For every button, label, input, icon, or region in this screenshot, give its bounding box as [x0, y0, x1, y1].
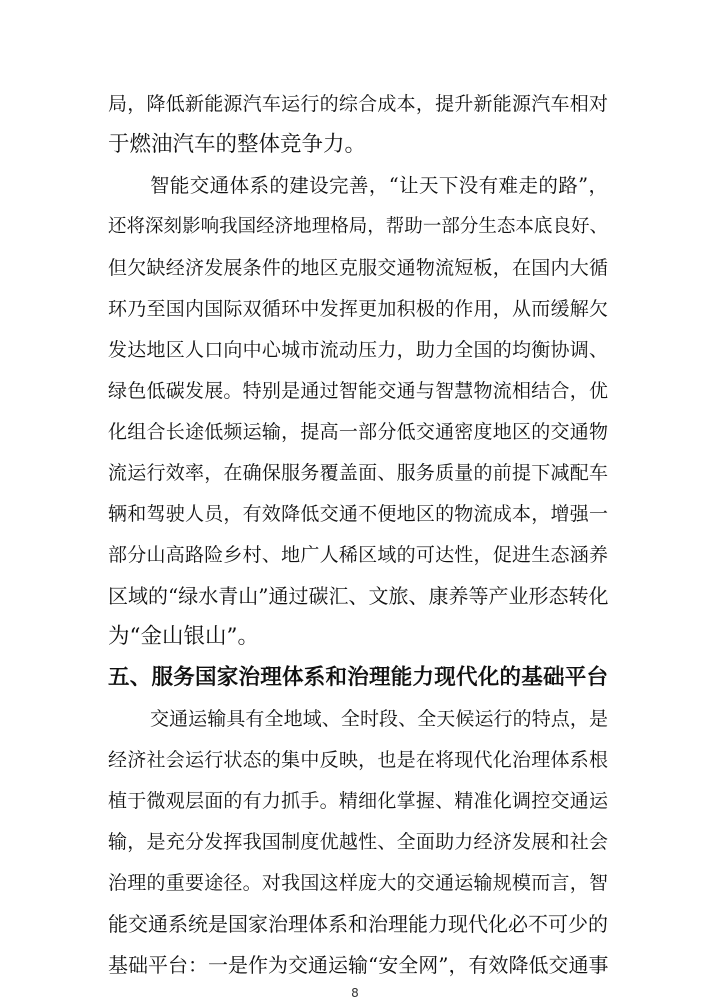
- paragraph-line: 流运行效率，在确保服务覆盖面、服务质量的前提下减配车: [108, 462, 608, 484]
- page-number: 8: [351, 986, 359, 1000]
- paragraph-line: 交通运输具有全地域、全时段、全天候运行的特点，是: [150, 708, 608, 730]
- paragraph-line: 辆和驾驶人员，有效降低交通不便地区的物流成本，增强一: [108, 503, 608, 525]
- paragraph-line: 绿色低碳发展。特别是通过智能交通与智慧物流相结合，优: [108, 380, 608, 402]
- paragraph-line: 部分山高路险乡村、地广人稀区域的可达性，促进生态涵养: [108, 544, 608, 566]
- paragraph-line: 但欠缺经济发展条件的地区克服交通物流短板，在国内大循: [108, 257, 608, 279]
- paragraph-line: 能交通系统是国家治理体系和治理能力现代化必不可少的: [108, 912, 608, 936]
- paragraph-line: 于燃油汽车的整体竞争力。: [108, 132, 367, 157]
- paragraph-line: 区域的“绿水青山”通过碳汇、文旅、康养等产业形态转化: [108, 584, 609, 608]
- section-heading: 五、服务国家治理体系和治理能力现代化的基础平台: [108, 665, 608, 690]
- paragraph-line: 环乃至国内国际双循环中发挥更加积极的作用，从而缓解欠: [108, 298, 608, 320]
- paragraph-line: 化组合长途低频运输，提高一部分低交通密度地区的交通物: [108, 421, 608, 443]
- paragraph-line: 植于微观层面的有力抓手。精细化掌握、精准化调控交通运: [108, 790, 608, 812]
- paragraph-line: 还将深刻影响我国经济地理格局，帮助一部分生态本底良好、: [108, 216, 608, 237]
- paragraph-line: 局，降低新能源汽车运行的综合成本，提升新能源汽车相对: [108, 93, 608, 115]
- paragraph-line: 经济社会运行状态的集中反映，也是在将现代化治理体系根: [108, 749, 608, 771]
- paragraph-line: 发达地区人口向中心城市流动压力，助力全国的均衡协调、: [108, 339, 608, 361]
- paragraph-line: 为“金山银山”。: [108, 624, 259, 649]
- paragraph-line: 治理的重要途径。对我国这样庞大的交通运输规模而言，智: [108, 872, 608, 894]
- paragraph-line: 输，是充分发挥我国制度优越性、全面助力经济发展和社会: [108, 831, 608, 853]
- paragraph-line: 智能交通体系的建设完善，“让天下没有难走的路”，: [150, 174, 608, 197]
- paragraph-line: 基础平台：一是作为交通运输“安全网”，有效降低交通事: [108, 953, 609, 977]
